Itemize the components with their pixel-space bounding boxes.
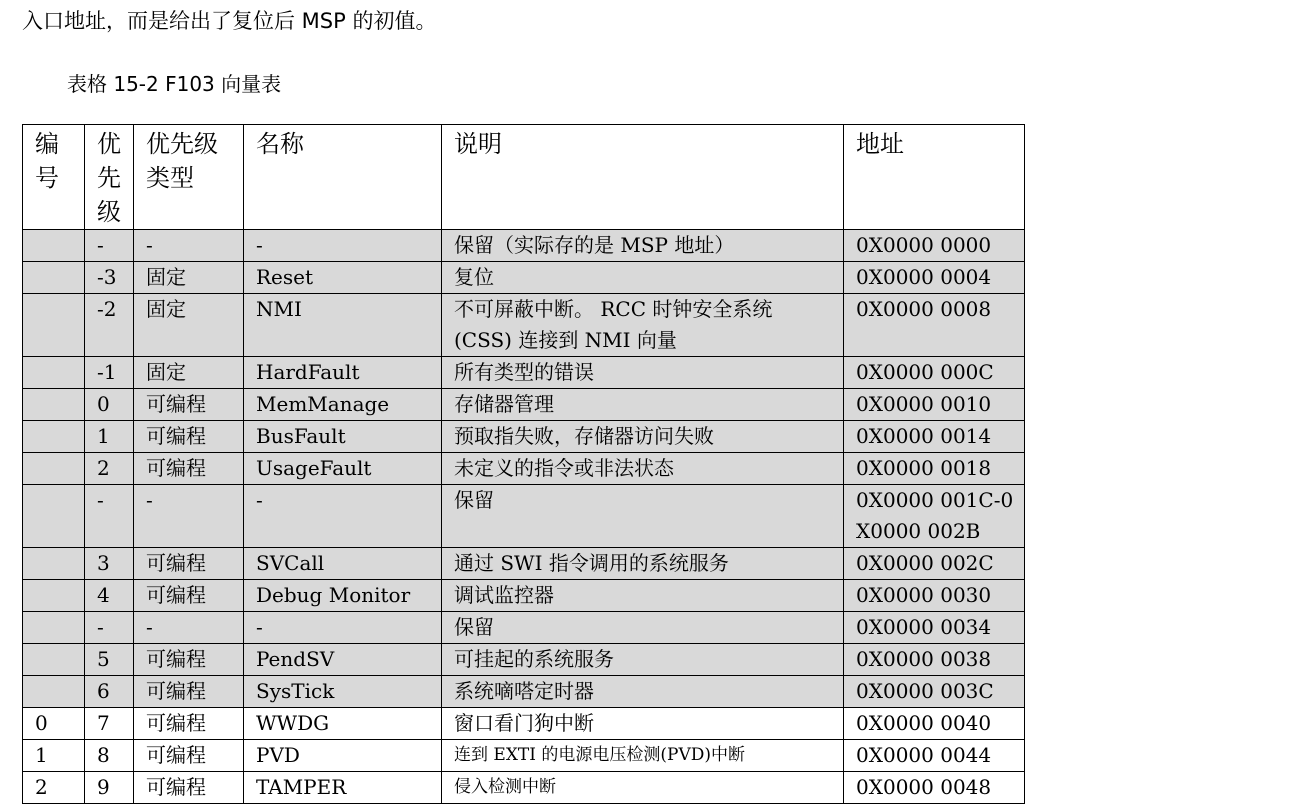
cell-name: - (244, 485, 442, 548)
cell-name: - (244, 230, 442, 262)
cell-name: WWDG (244, 708, 442, 740)
cell-description: 侵入检测中断 (442, 772, 844, 804)
cell-priority: -3 (85, 262, 134, 294)
cell-description: 存储器管理 (442, 389, 844, 421)
cell-priority: - (85, 230, 134, 262)
cell-priority: 3 (85, 548, 134, 580)
cell-description: 复位 (442, 262, 844, 294)
cell-address: 0X0000 0004 (844, 262, 1025, 294)
table-header-row (23, 125, 1025, 230)
cell-priority: 2 (85, 453, 134, 485)
cell-number (23, 580, 85, 612)
table-row (23, 740, 1025, 772)
cell-name: NMI (244, 294, 442, 357)
cell-description: 可挂起的系统服务 (442, 644, 844, 676)
table-row (23, 230, 1025, 262)
cell-address: 0X0000 002C (844, 548, 1025, 580)
cell-description: 保留 (442, 612, 844, 644)
cell-priority: 5 (85, 644, 134, 676)
cell-address: 0X0000 0008 (844, 294, 1025, 357)
table-row (23, 580, 1025, 612)
cell-address: 0X0000 0014 (844, 421, 1025, 453)
cell-description: 预取指失败，存储器访问失败 (442, 421, 844, 453)
cell-name: BusFault (244, 421, 442, 453)
intro-paragraph: 入口地址，而是给出了复位后 MSP 的初值。 (22, 9, 437, 33)
cell-address: 0X0000 0048 (844, 772, 1025, 804)
cell-priority-type: - (134, 612, 244, 644)
table-row (23, 485, 1025, 548)
table-row (23, 676, 1025, 708)
table-row (23, 612, 1025, 644)
cell-address: 0X0000 0000 (844, 230, 1025, 262)
table-row (23, 294, 1025, 357)
cell-description: 未定义的指令或非法状态 (442, 453, 844, 485)
cell-number (23, 453, 85, 485)
cell-address: 0X0000 0038 (844, 644, 1025, 676)
table-row (23, 357, 1025, 389)
cell-priority-type: 可编程 (134, 676, 244, 708)
header-priority: 优先级 (85, 125, 134, 230)
cell-number (23, 294, 85, 357)
table-row (23, 389, 1025, 421)
cell-priority-type: 可编程 (134, 644, 244, 676)
cell-number (23, 548, 85, 580)
table-row (23, 421, 1025, 453)
cell-description: 窗口看门狗中断 (442, 708, 844, 740)
cell-priority: 4 (85, 580, 134, 612)
cell-description: 通过 SWI 指令调用的系统服务 (442, 548, 844, 580)
cell-address: 0X0000 0030 (844, 580, 1025, 612)
cell-name: PendSV (244, 644, 442, 676)
cell-priority-type: - (134, 485, 244, 548)
cell-name: MemManage (244, 389, 442, 421)
cell-number (23, 262, 85, 294)
table-row (23, 262, 1025, 294)
cell-number (23, 357, 85, 389)
cell-description: 系统嘀嗒定时器 (442, 676, 844, 708)
cell-priority-type: 固定 (134, 357, 244, 389)
cell-number (23, 230, 85, 262)
cell-priority-type: 可编程 (134, 772, 244, 804)
cell-priority-type: - (134, 230, 244, 262)
cell-address: 0X0000 001C-0X0000 002B (844, 485, 1025, 548)
cell-number (23, 676, 85, 708)
cell-name: UsageFault (244, 453, 442, 485)
cell-description: 连到 EXTI 的电源电压检测(PVD)中断 (442, 740, 844, 772)
cell-description: 保留（实际存的是 MSP 地址） (442, 230, 844, 262)
cell-address: 0X0000 0034 (844, 612, 1025, 644)
cell-description: 不可屏蔽中断。 RCC 时钟安全系统 (CSS) 连接到 NMI 向量 (442, 294, 844, 357)
cell-name: Debug Monitor (244, 580, 442, 612)
table-row (23, 453, 1025, 485)
cell-address: 0X0000 0044 (844, 740, 1025, 772)
cell-priority-type: 可编程 (134, 453, 244, 485)
cell-name: SVCall (244, 548, 442, 580)
cell-priority: -2 (85, 294, 134, 357)
vector-table-body (23, 230, 1025, 804)
cell-number (23, 421, 85, 453)
cell-priority-type: 可编程 (134, 389, 244, 421)
cell-number (23, 485, 85, 548)
cell-number (23, 612, 85, 644)
table-row (23, 548, 1025, 580)
cell-address: 0X0000 0018 (844, 453, 1025, 485)
cell-priority: -1 (85, 357, 134, 389)
cell-description: 所有类型的错误 (442, 357, 844, 389)
cell-priority-type: 可编程 (134, 740, 244, 772)
vector-table (22, 124, 1025, 804)
cell-priority: 8 (85, 740, 134, 772)
cell-name: - (244, 612, 442, 644)
cell-address: 0X0000 0040 (844, 708, 1025, 740)
table-row (23, 772, 1025, 804)
table-row (23, 644, 1025, 676)
cell-priority-type: 可编程 (134, 548, 244, 580)
header-priority-type: 优先级类型 (134, 125, 244, 230)
cell-number (23, 644, 85, 676)
table-row (23, 708, 1025, 740)
cell-priority: 6 (85, 676, 134, 708)
cell-address: 0X0000 000C (844, 357, 1025, 389)
cell-address: 0X0000 003C (844, 676, 1025, 708)
cell-name: SysTick (244, 676, 442, 708)
table-caption: 表格 15-2 F103 向量表 (67, 72, 282, 96)
cell-name: HardFault (244, 357, 442, 389)
cell-description: 保留 (442, 485, 844, 548)
cell-priority-type: 可编程 (134, 580, 244, 612)
cell-number: 1 (23, 740, 85, 772)
cell-priority-type: 可编程 (134, 708, 244, 740)
header-address: 地址 (844, 125, 1025, 230)
cell-description: 调试监控器 (442, 580, 844, 612)
cell-priority: 0 (85, 389, 134, 421)
cell-name: Reset (244, 262, 442, 294)
cell-name: PVD (244, 740, 442, 772)
cell-number: 2 (23, 772, 85, 804)
cell-name: TAMPER (244, 772, 442, 804)
cell-number (23, 389, 85, 421)
header-name: 名称 (244, 125, 442, 230)
header-description: 说明 (442, 125, 844, 230)
cell-priority: 1 (85, 421, 134, 453)
cell-address: 0X0000 0010 (844, 389, 1025, 421)
cell-priority: 9 (85, 772, 134, 804)
cell-priority-type: 固定 (134, 294, 244, 357)
cell-priority: 7 (85, 708, 134, 740)
cell-number: 0 (23, 708, 85, 740)
header-number: 编号 (23, 125, 85, 230)
cell-priority-type: 固定 (134, 262, 244, 294)
cell-priority: - (85, 612, 134, 644)
cell-priority: - (85, 485, 134, 548)
cell-priority-type: 可编程 (134, 421, 244, 453)
